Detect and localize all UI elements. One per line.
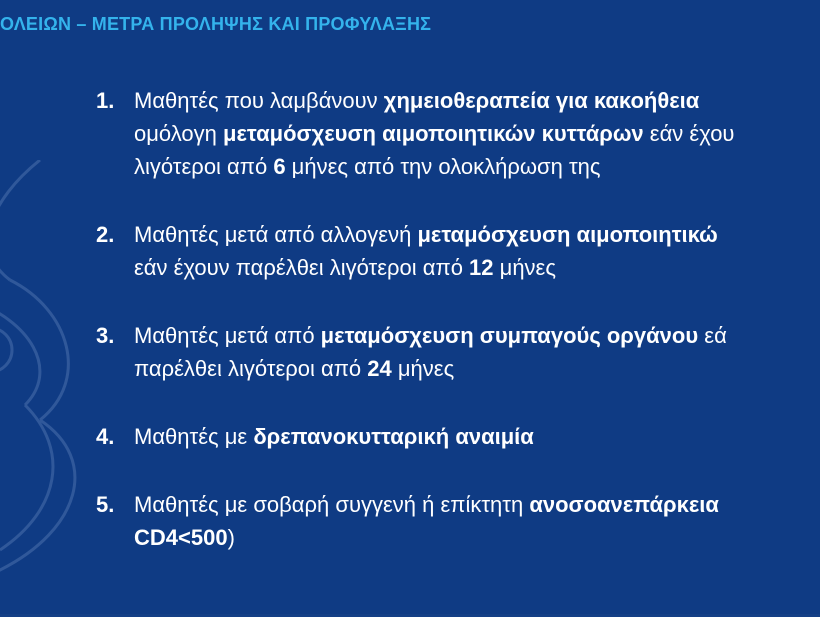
bold-segment: δρεπανοκυτταρική αναιμία xyxy=(253,424,534,449)
bold-segment: χημειοθεραπεία για κακοήθεια xyxy=(383,88,700,113)
text-segment: εά xyxy=(698,323,727,348)
bold-segment: 6 xyxy=(273,154,286,179)
list-item xyxy=(96,420,820,453)
conditions-list xyxy=(96,84,820,589)
text-segment: μήνες από την ολοκλήρωση της xyxy=(285,154,601,179)
text-segment: Μαθητές με xyxy=(134,424,254,449)
angel-heart-outline-icon xyxy=(0,160,100,580)
item-line xyxy=(134,521,820,554)
text-segment: Μαθητές που λαμβάνουν xyxy=(134,88,384,113)
item-line xyxy=(134,420,820,453)
bold-segment: μεταμόσχευση αιμοποιητικώ xyxy=(417,222,718,247)
item-line xyxy=(134,84,820,117)
text-segment: μήνες xyxy=(391,356,455,381)
text-segment: ομόλογη xyxy=(134,121,223,146)
bold-segment: 12 xyxy=(469,255,494,280)
text-segment: Μαθητές μετά από xyxy=(134,323,321,348)
item-number: 4. xyxy=(96,424,115,449)
text-segment: εάν έχουν παρέλθει λιγότεροι από xyxy=(134,255,470,280)
text-segment: εάν έχου xyxy=(643,121,735,146)
item-text xyxy=(134,319,820,385)
text-segment: ) xyxy=(227,525,235,550)
item-line xyxy=(134,488,820,521)
item-line xyxy=(134,319,820,352)
item-number: 2. xyxy=(96,222,115,247)
bold-segment: 24 xyxy=(367,356,392,381)
bold-segment: μεταμόσχευση συμπαγούς οργάνου xyxy=(320,323,699,348)
bold-segment: ανοσοανεπάρκεια xyxy=(529,492,719,517)
item-line xyxy=(134,218,820,251)
list-item xyxy=(96,319,820,385)
item-line xyxy=(134,150,820,183)
text-segment: λιγότεροι από xyxy=(134,154,274,179)
item-text xyxy=(134,84,820,183)
list-item xyxy=(96,488,820,554)
bold-segment: μεταμόσχευση αιμοποιητικών κυττάρων xyxy=(222,121,644,146)
item-number: 5. xyxy=(96,492,115,517)
item-line xyxy=(134,352,820,385)
item-text xyxy=(134,488,820,554)
text-segment: Μαθητές μετά από αλλογενή xyxy=(134,222,418,247)
list-item xyxy=(96,84,820,183)
bold-segment: CD4<500 xyxy=(134,525,228,550)
item-text xyxy=(134,218,820,284)
text-segment: Μαθητές με σοβαρή συγγενή ή επίκτητη xyxy=(134,492,530,517)
item-line xyxy=(134,251,820,284)
item-line xyxy=(134,117,820,150)
slide-title: ΟΛΕΙΩΝ – ΜΕΤΡΑ ΠΡΟΛΗΨΗΣ ΚΑΙ ΠΡΟΦΥΛΑΞΗΣ xyxy=(0,14,432,34)
item-text xyxy=(134,420,820,453)
item-number: 1. xyxy=(96,88,115,113)
text-segment: μήνες xyxy=(493,255,556,280)
item-number: 3. xyxy=(96,323,115,348)
text-segment: παρέλθει λιγότεροι από xyxy=(134,356,368,381)
list-item xyxy=(96,218,820,284)
